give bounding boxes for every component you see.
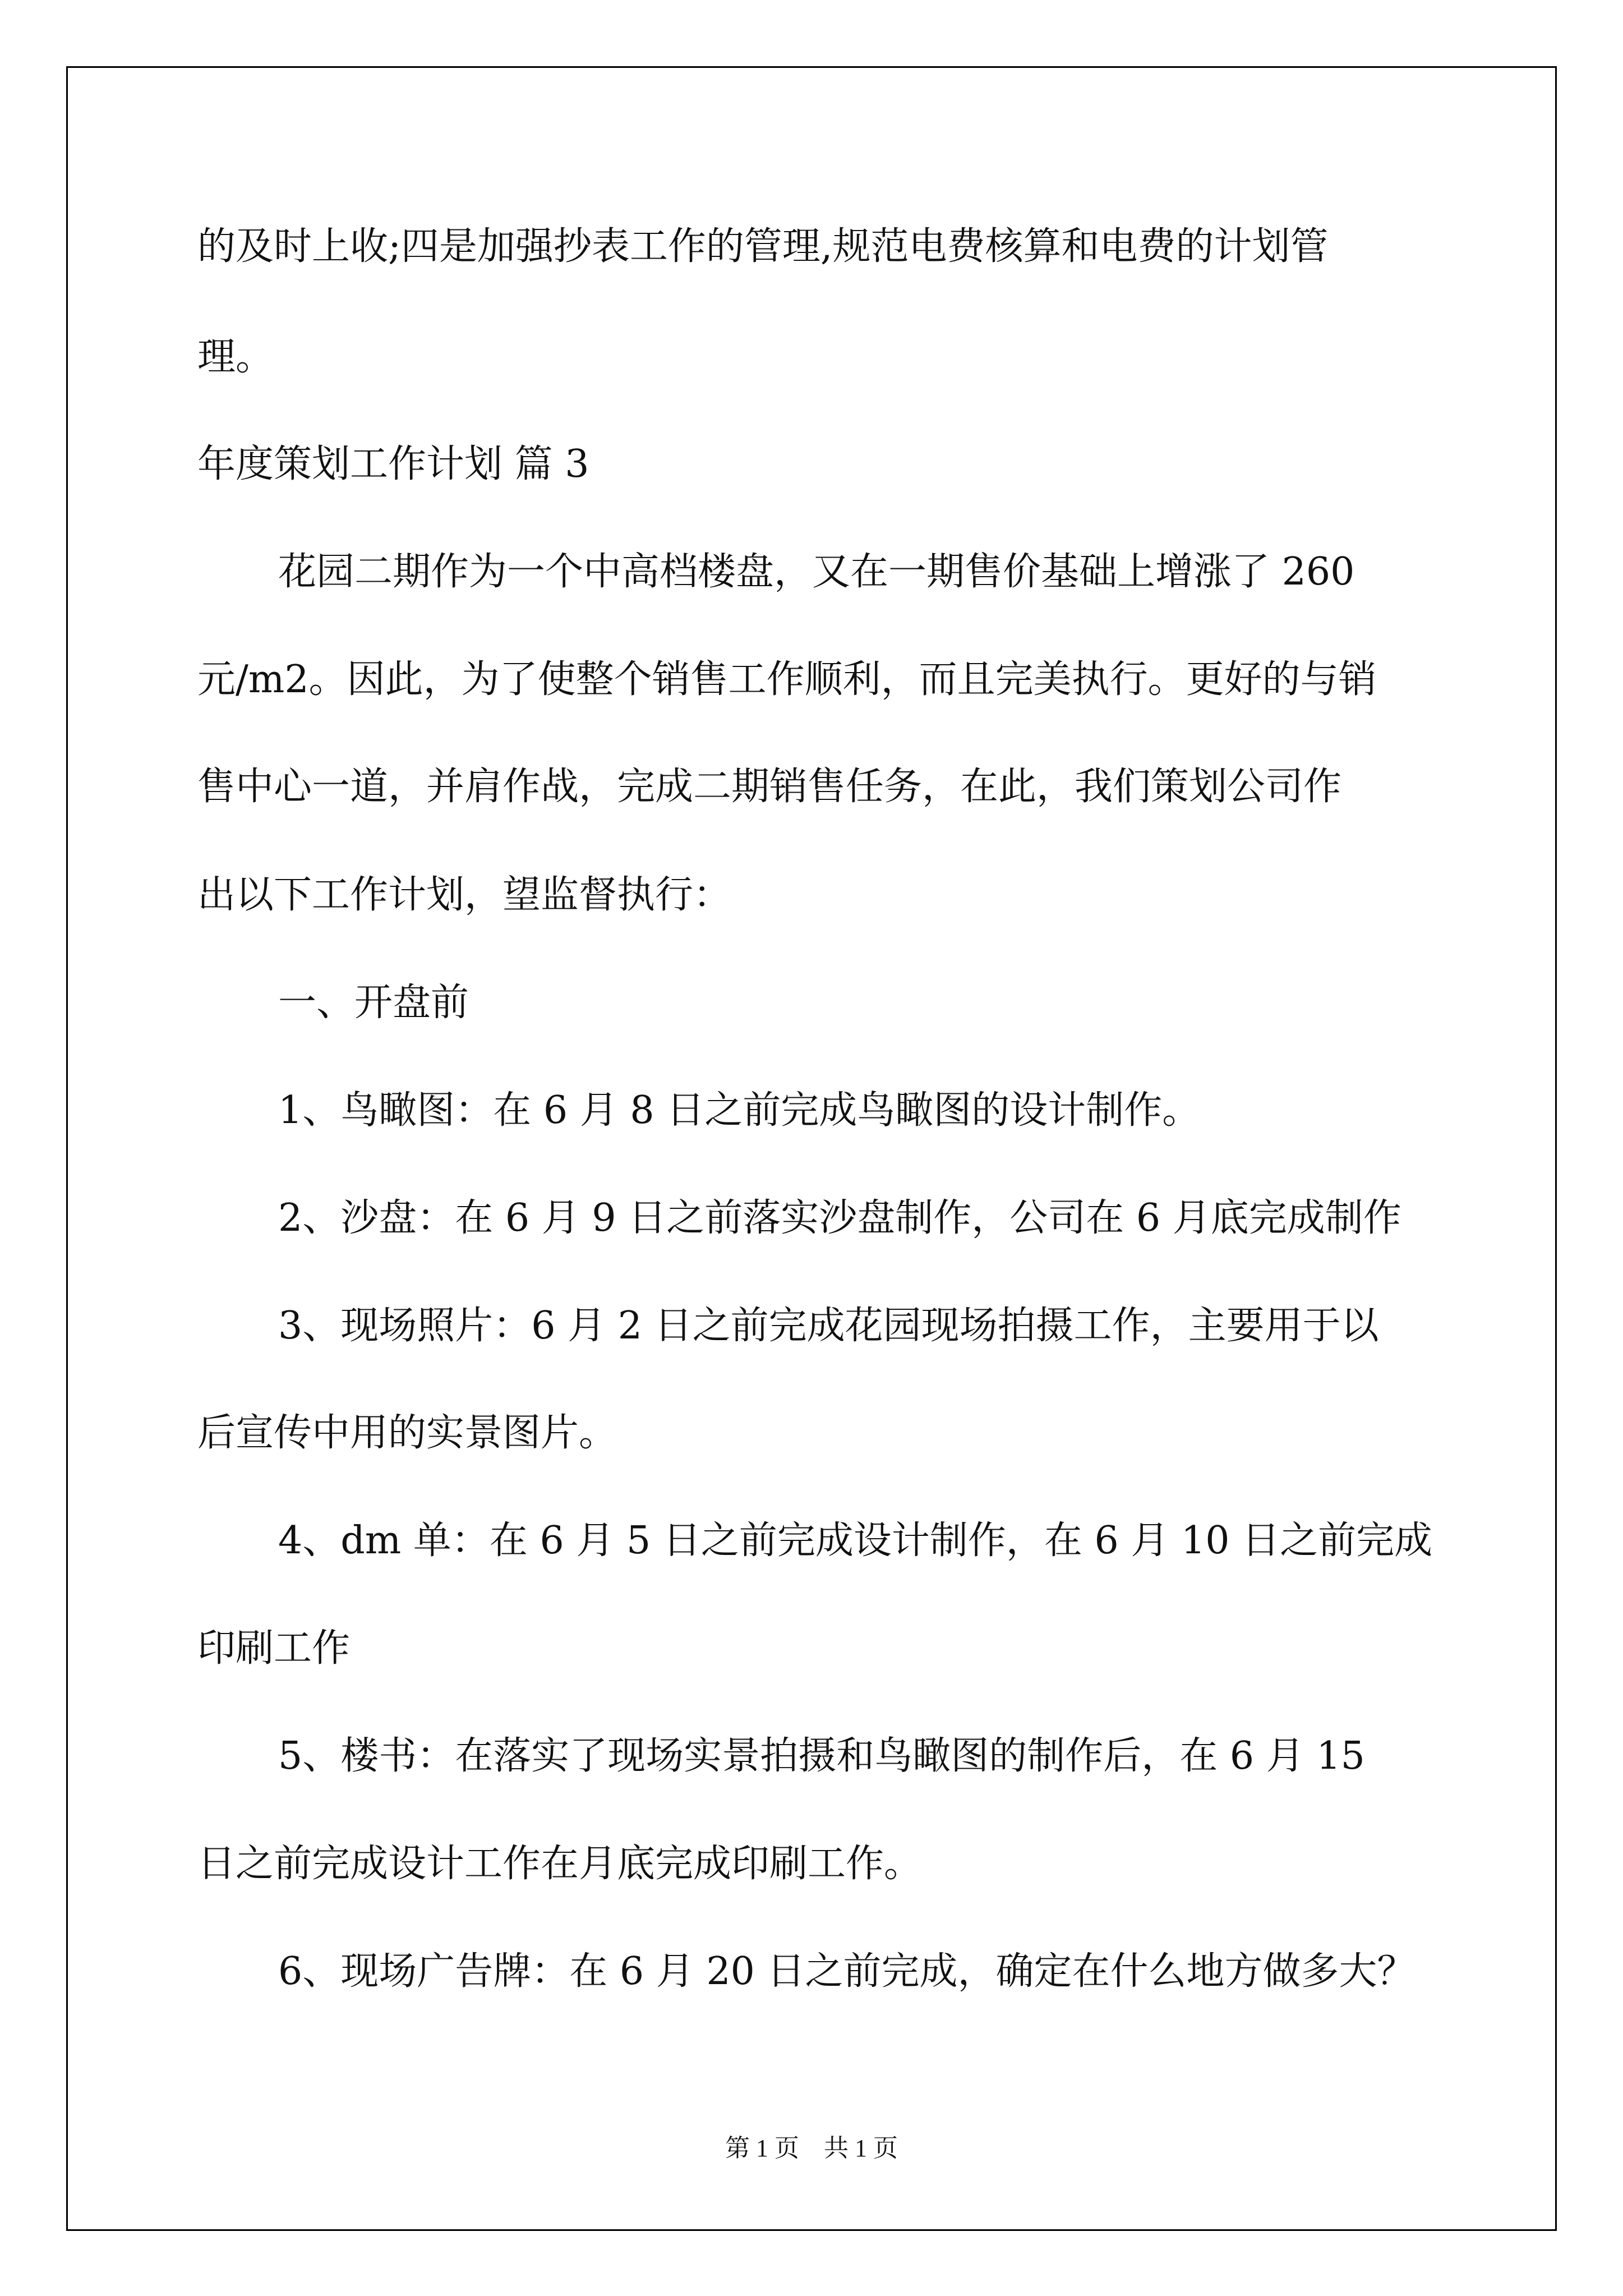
list-item-5: 5、楼书：在落实了现场实景拍摄和鸟瞰图的制作后，在 6 月 15 — [278, 1734, 1365, 1778]
page-number-footer: 第 1 页 共 1 页 — [725, 2134, 898, 2162]
text-line-1: 的及时上收;四是加强抄表工作的管理,规范电费核算和电费的计划管 — [197, 224, 1329, 269]
list-item-3: 3、现场照片：6 月 2 日之前完成花园现场拍摄工作，主要用于以 — [278, 1304, 1379, 1348]
list-item-4-cont: 印刷工作 — [197, 1626, 351, 1671]
paragraph-line-3: 售中心一道，并肩作战，完成二期销售任务，在此，我们策划公司作 — [197, 765, 1342, 809]
list-item-1: 1、鸟瞰图：在 6 月 8 日之前完成鸟瞰图的设计制作。 — [278, 1088, 1201, 1133]
list-item-6: 6、现场广告牌：在 6 月 20 日之前完成，确定在什么地方做多大？ — [278, 1949, 1415, 1994]
subsection-heading: 一、开盘前 — [278, 981, 469, 1025]
section-heading: 年度策划工作计划 篇 3 — [197, 442, 589, 486]
text-line-2: 理。 — [197, 335, 274, 379]
paragraph-line-4: 出以下工作计划，望监督执行： — [197, 873, 732, 917]
list-item-5-cont: 日之前完成设计工作在月底完成印刷工作。 — [197, 1842, 923, 1886]
list-item-2: 2、沙盘：在 6 月 9 日之前落实沙盘制作，公司在 6 月底完成制作 — [278, 1196, 1401, 1240]
list-item-4: 4、dm 单：在 6 月 5 日之前完成设计制作，在 6 月 10 日之前完成 — [278, 1519, 1433, 1563]
paragraph-line-1: 花园二期作为一个中高档楼盘，又在一期售价基础上增涨了 260 — [278, 550, 1355, 594]
page-border — [66, 66, 1557, 2231]
list-item-3-cont: 后宣传中用的实景图片。 — [197, 1411, 617, 1455]
paragraph-line-2: 元/m2。因此，为了使整个销售工作顺利，而且完美执行。更好的与销 — [197, 657, 1377, 702]
